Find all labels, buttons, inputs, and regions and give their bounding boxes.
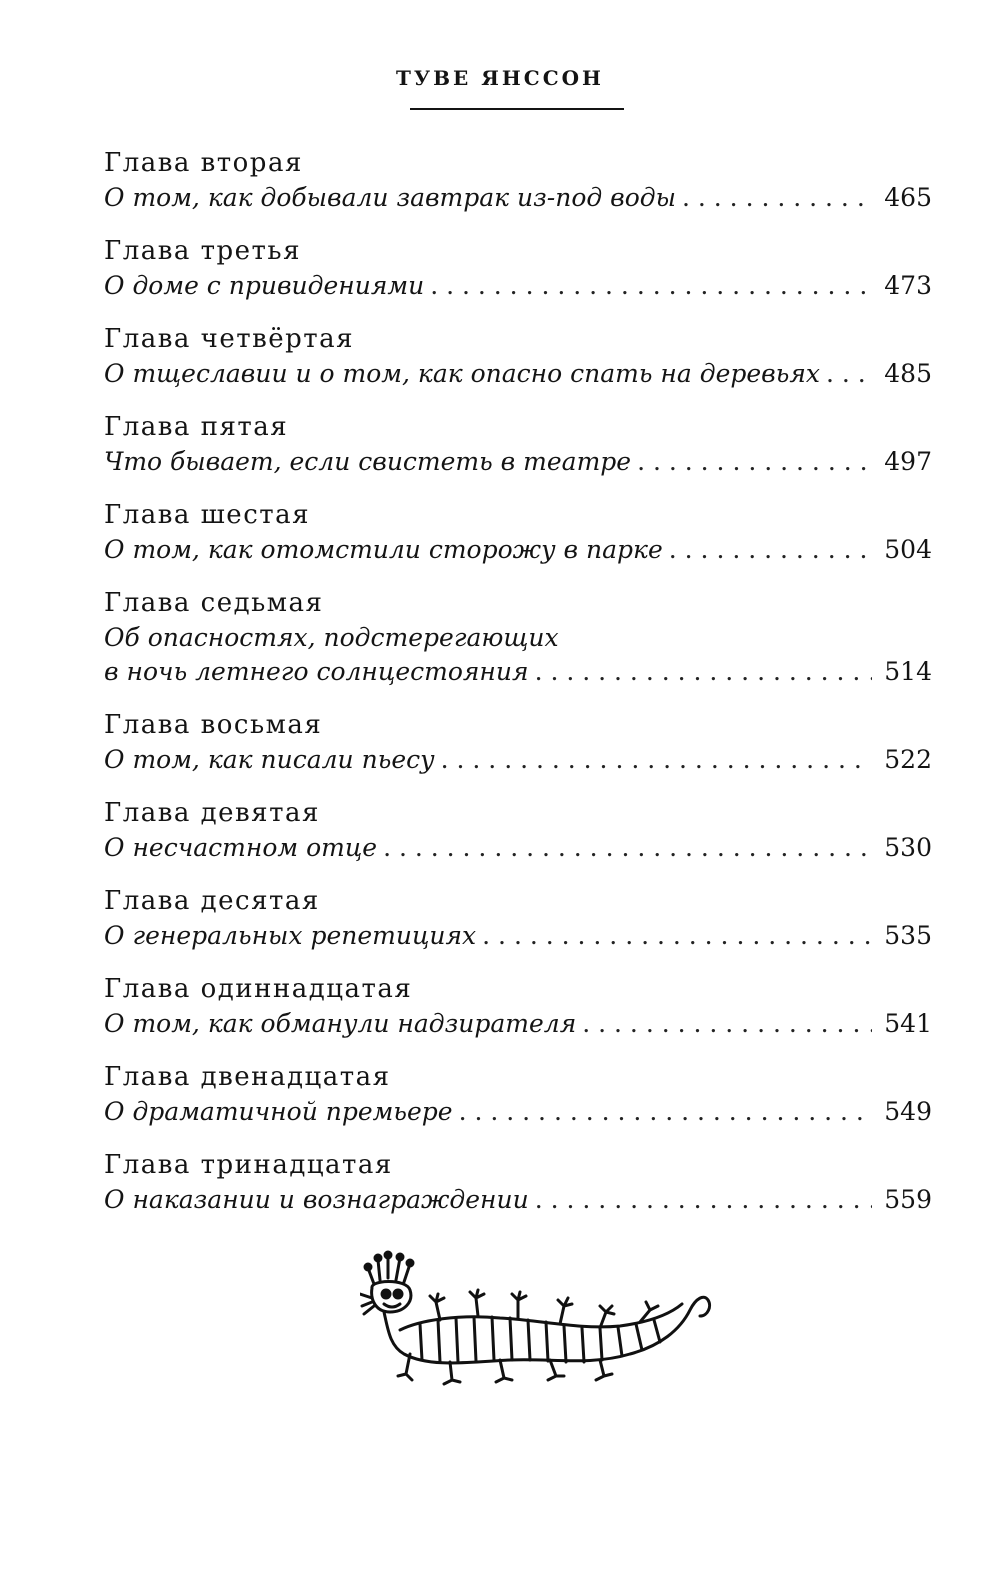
dot-leader [582, 1008, 872, 1040]
dot-leader [441, 744, 873, 776]
toc-line [104, 270, 932, 304]
toc-entry [104, 588, 932, 690]
chapter-label: Глава двенадцатая [104, 1062, 391, 1092]
page-number: 504 [884, 535, 932, 564]
dot-leader [682, 182, 872, 214]
dot-leader [535, 1184, 873, 1216]
toc-line [104, 832, 932, 866]
toc-entry [104, 412, 932, 480]
toc-line [104, 1008, 932, 1042]
chapter-subtitle: в ночь летнего солнцестояния [104, 657, 529, 686]
chapter-label: Глава десятая [104, 886, 320, 916]
toc-entry [104, 798, 932, 866]
page-number: 473 [884, 271, 932, 300]
toc-entry [104, 500, 932, 568]
dot-leader [430, 270, 872, 302]
toc-line [104, 656, 932, 690]
dot-leader [383, 832, 872, 864]
toc-line [104, 744, 932, 778]
toc-entry [104, 710, 932, 778]
chapter-subtitle: О несчастном отце [104, 833, 378, 862]
chapter-subtitle: О доме с привидениями [104, 271, 425, 300]
chapter-subtitle: Что бывает, если свистеть в театре [104, 447, 632, 476]
dragon-drawing-icon [360, 1250, 720, 1390]
chapter-label: Глава девятая [104, 798, 320, 828]
dot-leader [826, 358, 872, 390]
author-name: ТУВЕ ЯНССОН [396, 66, 604, 90]
toc-line [104, 182, 932, 216]
chapter-label: Глава седьмая [104, 588, 324, 618]
dot-leader [637, 446, 872, 478]
chapter-label: Глава тринадцатая [104, 1150, 393, 1180]
chapter-label: Глава восьмая [104, 710, 323, 740]
toc-entry [104, 324, 932, 392]
chapter-label: Глава вторая [104, 148, 303, 178]
chapter-label: Глава четвёртая [104, 324, 355, 354]
chapter-subtitle: О драматичной премьере [104, 1097, 453, 1126]
chapter-label: Глава третья [104, 236, 301, 266]
dot-leader [535, 656, 873, 688]
dot-leader [669, 534, 873, 566]
page-number: 530 [884, 833, 932, 862]
page-number: 522 [884, 745, 932, 774]
chapter-subtitle: О наказании и вознаграждении [104, 1185, 529, 1214]
page-number: 549 [884, 1097, 932, 1126]
dot-leader [482, 920, 872, 952]
chapter-label: Глава одиннадцатая [104, 974, 413, 1004]
toc-entry [104, 1150, 932, 1218]
chapter-subtitle: О том, как обманули надзирателя [104, 1009, 577, 1038]
page-number: 465 [884, 183, 932, 212]
chapter-subtitle: О генеральных репетициях [104, 921, 477, 950]
page-number: 559 [884, 1185, 932, 1214]
toc-entry [104, 974, 932, 1042]
toc-line [104, 1184, 932, 1218]
page-number: 497 [884, 447, 932, 476]
table-of-contents [104, 148, 932, 1238]
toc-line [104, 358, 932, 392]
toc-entry [104, 236, 932, 304]
toc-line [104, 534, 932, 568]
chapter-subtitle: О том, как добывали завтрак из-под воды [104, 183, 676, 212]
toc-line [104, 1096, 932, 1130]
toc-entry [104, 148, 932, 216]
toc-entry [104, 886, 932, 954]
chapter-subtitle: Об опасностях, подстерегающих [104, 623, 559, 652]
header-divider [410, 108, 624, 110]
dot-leader [459, 1096, 873, 1128]
page-number: 541 [884, 1009, 932, 1038]
chapter-label: Глава пятая [104, 412, 289, 442]
toc-entry [104, 1062, 932, 1130]
chapter-subtitle: О тщеславии и о том, как опасно спать на деревьях [104, 359, 820, 388]
toc-line [104, 446, 932, 480]
page-number: 514 [884, 657, 932, 686]
chapter-label: Глава шестая [104, 500, 311, 530]
chapter-subtitle: О том, как писали пьесу [104, 745, 435, 774]
running-header [0, 66, 1000, 90]
chapter-subtitle: О том, как отомстили сторожу в парке [104, 535, 663, 564]
toc-line [104, 920, 932, 954]
page-number: 485 [884, 359, 932, 388]
page-number: 535 [884, 921, 932, 950]
